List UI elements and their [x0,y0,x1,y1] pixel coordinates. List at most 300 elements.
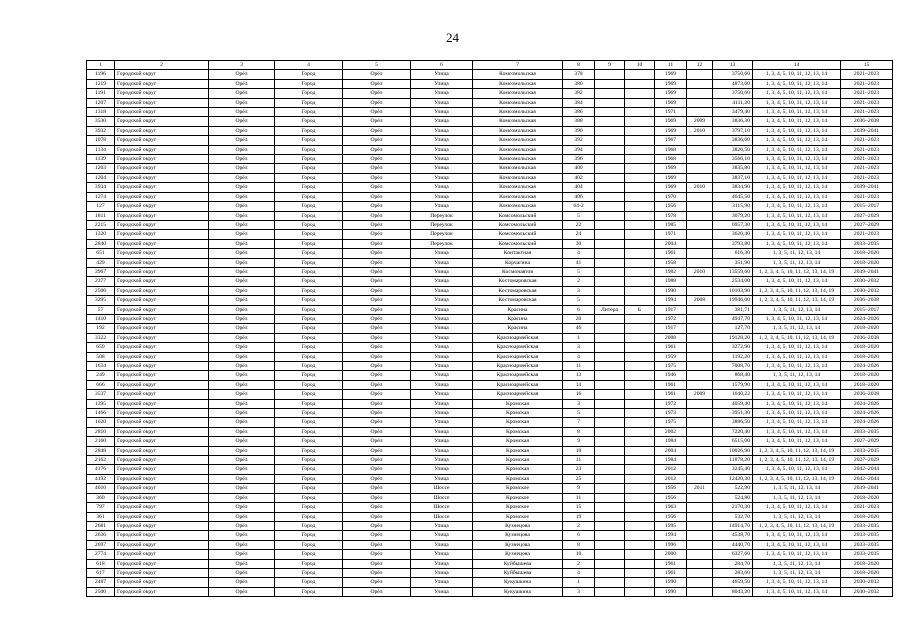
table-cell: Улица [411,371,473,380]
table-cell: 4645,50 [713,192,753,201]
table-cell: 1, 3, 4, 5, 10, 11, 12, 13, 14 [753,390,841,399]
table-cell: 1579,90 [713,380,753,389]
table-cell: Городской округ [115,258,209,267]
table-cell [595,380,625,389]
table-row [87,559,893,568]
table-cell: Орёл [343,550,411,559]
table-cell [595,399,625,408]
table-cell: 2008 [655,333,687,342]
table-cell [625,89,655,98]
table-cell: 404 [563,183,595,192]
table-cell: 1969 [655,98,687,107]
table-cell: Корчагина [473,258,563,267]
table-cell: 4192 [87,474,115,483]
table-cell: Кромская [473,446,563,455]
table-cell: 360 [87,493,115,502]
table-cell: Красина [473,324,563,333]
table-cell: Улица [411,352,473,361]
table-cell: Город [275,484,343,493]
table-cell [595,493,625,502]
table-cell [687,305,713,314]
table-row [87,183,893,192]
table-cell: 3245,40 [713,465,753,474]
table-cell: 1, 3, 5, 11, 12, 13, 14 [753,568,841,577]
table-cell: 1969 [655,164,687,173]
table-cell: 8043,20 [713,587,753,596]
table-cell: 1191 [87,89,115,98]
table-cell: Улица [411,437,473,446]
table-cell [595,503,625,512]
table-cell [625,380,655,389]
table-cell: Комсомольский [473,230,563,239]
table-cell: 1, 3, 5, 11, 12, 13, 14 [753,512,841,521]
table-cell: Улица [411,427,473,436]
table-cell [625,296,655,305]
table-cell: 2010 [687,183,713,192]
table-cell [687,136,713,145]
table-cell: Городской округ [115,324,209,333]
table-cell: Городской округ [115,521,209,530]
table-cell: 2042–2044 [841,474,893,483]
table-cell: Орёл [343,79,411,88]
table-cell [625,324,655,333]
table-cell: 2021–2023 [841,136,893,145]
table-cell: Городской округ [115,145,209,154]
table-cell: 1, 3, 4, 5, 10, 11, 12, 13, 14 [753,164,841,173]
table-cell [687,503,713,512]
table-cell: Улица [411,267,473,276]
table-cell [595,239,625,248]
table-cell [625,126,655,135]
table-cell: 3797,10 [713,126,753,135]
table-cell [625,512,655,521]
table-cell: Орёл [209,126,275,135]
table-cell [595,437,625,446]
table-cell [595,465,625,474]
table-cell: Город [275,587,343,596]
table-cell: Орёл [343,587,411,596]
table-cell: Городской округ [115,512,209,521]
table-cell: 2018–2020 [841,249,893,258]
table-cell: 2021–2023 [841,79,893,88]
table-cell [625,202,655,211]
table-cell: 1, 3, 4, 5, 10, 11, 12, 13, 14 [753,79,841,88]
table-cell: Город [275,550,343,559]
table-cell: Город [275,173,343,182]
table-cell [625,164,655,173]
table-cell: Город [275,568,343,577]
table-cell: 6957,30 [713,220,753,229]
table-cell: Орёл [343,531,411,540]
table-cell: 1990 [655,286,687,295]
table-cell: Орёл [209,155,275,164]
table-cell: 2009 [687,390,713,399]
table-cell: Улица [411,587,473,596]
table-row [87,512,893,521]
table-row [87,484,893,493]
table-cell: Орёл [209,324,275,333]
table-cell: 1, 3, 4, 5, 10, 11, 12, 13, 14 [753,409,841,418]
table-cell: Кромская [473,465,563,474]
table-cell: Орёл [209,79,275,88]
table-row [87,465,893,474]
table-cell: 1956 [655,493,687,502]
table-row [87,211,893,220]
table-cell: Улица [411,155,473,164]
table-cell: Орёл [343,126,411,135]
table-cell: Улица [411,296,473,305]
table-cell: Орёл [343,164,411,173]
table-row [87,202,893,211]
table-cell: 4659,50 [713,578,753,587]
housing-table-container [86,60,880,597]
table-cell: 1219 [87,79,115,88]
table-cell: Орёл [343,155,411,164]
table-cell: Орёл [343,108,411,117]
table-cell [595,587,625,596]
table-cell [595,409,625,418]
table-cell: Улица [411,70,473,79]
table-cell: 41 [563,258,595,267]
table-cell [595,352,625,361]
table-cell: Орёл [209,136,275,145]
table-cell: Орёл [209,258,275,267]
table-cell: Орёл [209,371,275,380]
table-cell: 19 [563,512,595,521]
table-cell: 2170,30 [713,503,753,512]
table-row [87,503,893,512]
table-cell: Красноармейская [473,333,563,342]
table-cell: 1640,22 [713,390,753,399]
table-cell: 23 [563,465,595,474]
table-cell [595,220,625,229]
table-cell [625,220,655,229]
table-cell: Городской округ [115,267,209,276]
table-cell [595,362,625,371]
table-cell [595,531,625,540]
table-cell: Орёл [209,286,275,295]
table-cell: 2011 [687,484,713,493]
table-cell: 1978 [655,211,687,220]
table-cell: 2042–2044 [841,465,893,474]
table-cell: Городской округ [115,474,209,483]
table-cell: 2840 [87,239,115,248]
table-cell: 2036–2038 [841,117,893,126]
table-cell: Комсомольская [473,192,563,201]
table-cell [595,446,625,455]
table-cell: 24 [563,230,595,239]
table-cell: 617 [87,568,115,577]
table-cell: 386 [563,108,595,117]
table-cell: 10026,90 [713,446,753,455]
table-cell: Орёл [209,550,275,559]
table-cell [625,390,655,399]
table-cell: 46 [563,324,595,333]
table-cell: Улица [411,343,473,352]
column-header: 15 [841,61,893,70]
table-cell: 508 [87,352,115,361]
table-cell: 2681 [87,521,115,530]
table-row [87,550,893,559]
table-cell: Кукушкина [473,587,563,596]
table-cell: 388 [563,117,595,126]
table-cell: Орёл [343,456,411,465]
table-row [87,305,893,314]
table-cell [687,446,713,455]
table-cell: Улица [411,286,473,295]
table-cell: Кромская [473,427,563,436]
table-row [87,296,893,305]
table-cell [595,89,625,98]
table-cell: 524,80 [713,493,753,502]
table-cell: 1466 [87,409,115,418]
table-cell: Улица [411,409,473,418]
table-cell [625,249,655,258]
table-cell: 127 [87,202,115,211]
table-cell: 2534,00 [713,277,753,286]
table-cell: 3 [563,286,595,295]
table-cell: 1, 3, 4, 5, 10, 11, 12, 13, 14 [753,183,841,192]
table-cell: 1961 [655,559,687,568]
table-cell: 7 [563,418,595,427]
table-cell: 11 [563,456,595,465]
table-cell: 2024–2026 [841,409,893,418]
table-row [87,239,893,248]
column-number-row [87,61,893,70]
table-cell [687,258,713,267]
table-cell: Городской округ [115,399,209,408]
table-cell [595,183,625,192]
table-cell: Орёл [343,230,411,239]
table-cell: Город [275,437,343,446]
table-cell: Город [275,314,343,323]
table-cell: 1, 3, 4, 5, 10, 11, 12, 13, 14 [753,173,841,182]
table-row [87,380,893,389]
table-cell: Город [275,333,343,342]
table-cell: 127,70 [713,324,753,333]
table-cell: Городской округ [115,296,209,305]
table-cell [687,324,713,333]
table-cell [687,239,713,248]
table-cell: 1972 [655,314,687,323]
table-cell: Б [625,305,655,314]
table-row [87,390,893,399]
table-cell: Красноармейская [473,343,563,352]
table-cell: Орёл [209,484,275,493]
table-cell [595,286,625,295]
table-cell: 3750,60 [713,89,753,98]
table-cell [625,446,655,455]
table-cell: Орёл [209,230,275,239]
column-header: 2 [115,61,209,70]
table-cell: 1, 3, 4, 5, 10, 11, 12, 13, 14 [753,531,841,540]
table-cell: Город [275,559,343,568]
table-cell: Орёл [209,117,275,126]
table-cell: 1, 2, 3, 4, 5, 10, 11, 12, 13, 14, 19 [753,267,841,276]
table-cell [595,324,625,333]
table-cell: Городской округ [115,540,209,549]
table-cell: Город [275,380,343,389]
table-row [87,456,893,465]
table-cell: 1958 [655,258,687,267]
table-cell: Улица [411,202,473,211]
table-cell: Орёл [343,427,411,436]
table-cell: 3932 [87,126,115,135]
column-header: 3 [209,61,275,70]
table-row [87,474,893,483]
table-cell: 1, 3, 4, 5, 10, 11, 12, 13, 14 [753,503,841,512]
table-cell: Переулок [411,220,473,229]
table-cell: 1973 [655,409,687,418]
table-cell: 1985 [655,220,687,229]
table-cell: 2027–2029 [841,456,893,465]
table-cell: Городской округ [115,305,209,314]
table-cell: 2004 [655,446,687,455]
table-cell: Орёл [343,89,411,98]
table-cell: 2021–2023 [841,173,893,182]
table-cell [625,117,655,126]
table-cell: 3934 [87,183,115,192]
table-cell: Городской округ [115,409,209,418]
table-cell: 2030–2032 [841,578,893,587]
table-cell [687,540,713,549]
table-cell: Улица [411,192,473,201]
table-cell: 4873,60 [713,79,753,88]
table-cell: Комсомольская [473,173,563,182]
table-cell: Городской округ [115,493,209,502]
table-cell [625,352,655,361]
table-cell: Орёл [343,418,411,427]
table-cell: 2160 [87,437,115,446]
table-cell: 1, 2, 3, 4, 5, 10, 11, 12, 13, 14, 19 [753,474,841,483]
table-cell: 2039–2041 [841,183,893,192]
table-cell: Город [275,117,343,126]
table-cell: Орёл [343,333,411,342]
table-cell: Город [275,192,343,201]
table-cell: 13 [563,371,595,380]
table-cell: 1078 [87,136,115,145]
table-cell: Комсомольский [473,220,563,229]
table-cell: 381,71 [713,305,753,314]
table-cell [625,474,655,483]
table-cell: 1961 [655,568,687,577]
table-cell: 25 [563,474,595,483]
table-cell: 4947,70 [713,314,753,323]
table-cell: Комсомольская [473,145,563,154]
table-cell: 666 [87,380,115,389]
table-cell: Улица [411,578,473,587]
column-header: 4 [275,61,343,70]
table-cell: 2774 [87,550,115,559]
table-cell: Улица [411,183,473,192]
table-cell: 11878,20 [713,456,753,465]
table-cell: 2002 [655,427,687,436]
column-header: 7 [473,61,563,70]
table-cell: Орёл [209,70,275,79]
table-cell: 1207 [87,98,115,107]
table-cell: Городской округ [115,456,209,465]
table-cell: 1410 [87,314,115,323]
table-cell [595,314,625,323]
table-row [87,333,893,342]
table-cell: Город [275,286,343,295]
table-cell: Город [275,296,343,305]
table-cell [687,474,713,483]
table-cell: Город [275,540,343,549]
table-cell: Город [275,98,343,107]
table-cell: 1961 [655,249,687,258]
table-cell: 1, 3, 4, 5, 10, 11, 12, 13, 14 [753,220,841,229]
table-cell: Улица [411,390,473,399]
table-cell: 5 [563,409,595,418]
table-cell: 1956 [655,484,687,493]
table-cell: Орёл [343,249,411,258]
table-cell [625,155,655,164]
table-cell: 2027–2029 [841,437,893,446]
table-cell: Город [275,89,343,98]
table-cell [595,164,625,173]
table-cell: Красноармейская [473,380,563,389]
table-cell [687,493,713,502]
table-cell: Город [275,578,343,587]
table-cell: Орёл [209,399,275,408]
table-cell: 3537 [87,390,115,399]
table-row [87,249,893,258]
table-cell [687,550,713,559]
table-cell: Орёл [343,267,411,276]
table-row [87,540,893,549]
table-cell: 8 [563,427,595,436]
table-cell [625,399,655,408]
table-cell [595,70,625,79]
table-cell: Городской округ [115,380,209,389]
table-cell [625,70,655,79]
table-cell: 8 [563,540,595,549]
table-cell [595,98,625,107]
table-cell: Город [275,79,343,88]
table-cell: Орёл [343,559,411,568]
table-cell: Красина [473,314,563,323]
table-cell: 3 [563,399,595,408]
table-cell: Орёл [209,446,275,455]
table-cell [687,333,713,342]
table-cell: 4 [563,249,595,258]
table-cell [687,521,713,530]
table-cell [595,550,625,559]
table-cell: 2021–2023 [841,230,893,239]
table-cell: Орёл [343,521,411,530]
table-cell: 1, 3, 4, 5, 10, 11, 12, 13, 14 [753,540,841,549]
table-cell: 2018–2020 [841,371,893,380]
table-cell: Городской округ [115,437,209,446]
table-cell: Орёл [209,512,275,521]
table-cell: Орёл [343,399,411,408]
table-cell: 1, 3, 4, 5, 10, 11, 12, 13, 14 [753,362,841,371]
table-cell: 1, 3, 5, 11, 12, 13, 14 [753,258,841,267]
table-cell: 7008,70 [713,362,753,371]
table-cell: Город [275,512,343,521]
table-cell [687,89,713,98]
table-cell: 22 [563,220,595,229]
table-cell: 1990 [655,587,687,596]
table-cell: Городской округ [115,249,209,258]
table-cell: Орёл [343,220,411,229]
table-cell [687,418,713,427]
table-cell: Город [275,277,343,286]
table-cell: 1, 3, 5, 11, 12, 13, 14 [753,305,841,314]
table-cell: 2021–2023 [841,503,893,512]
table-cell: Город [275,211,343,220]
